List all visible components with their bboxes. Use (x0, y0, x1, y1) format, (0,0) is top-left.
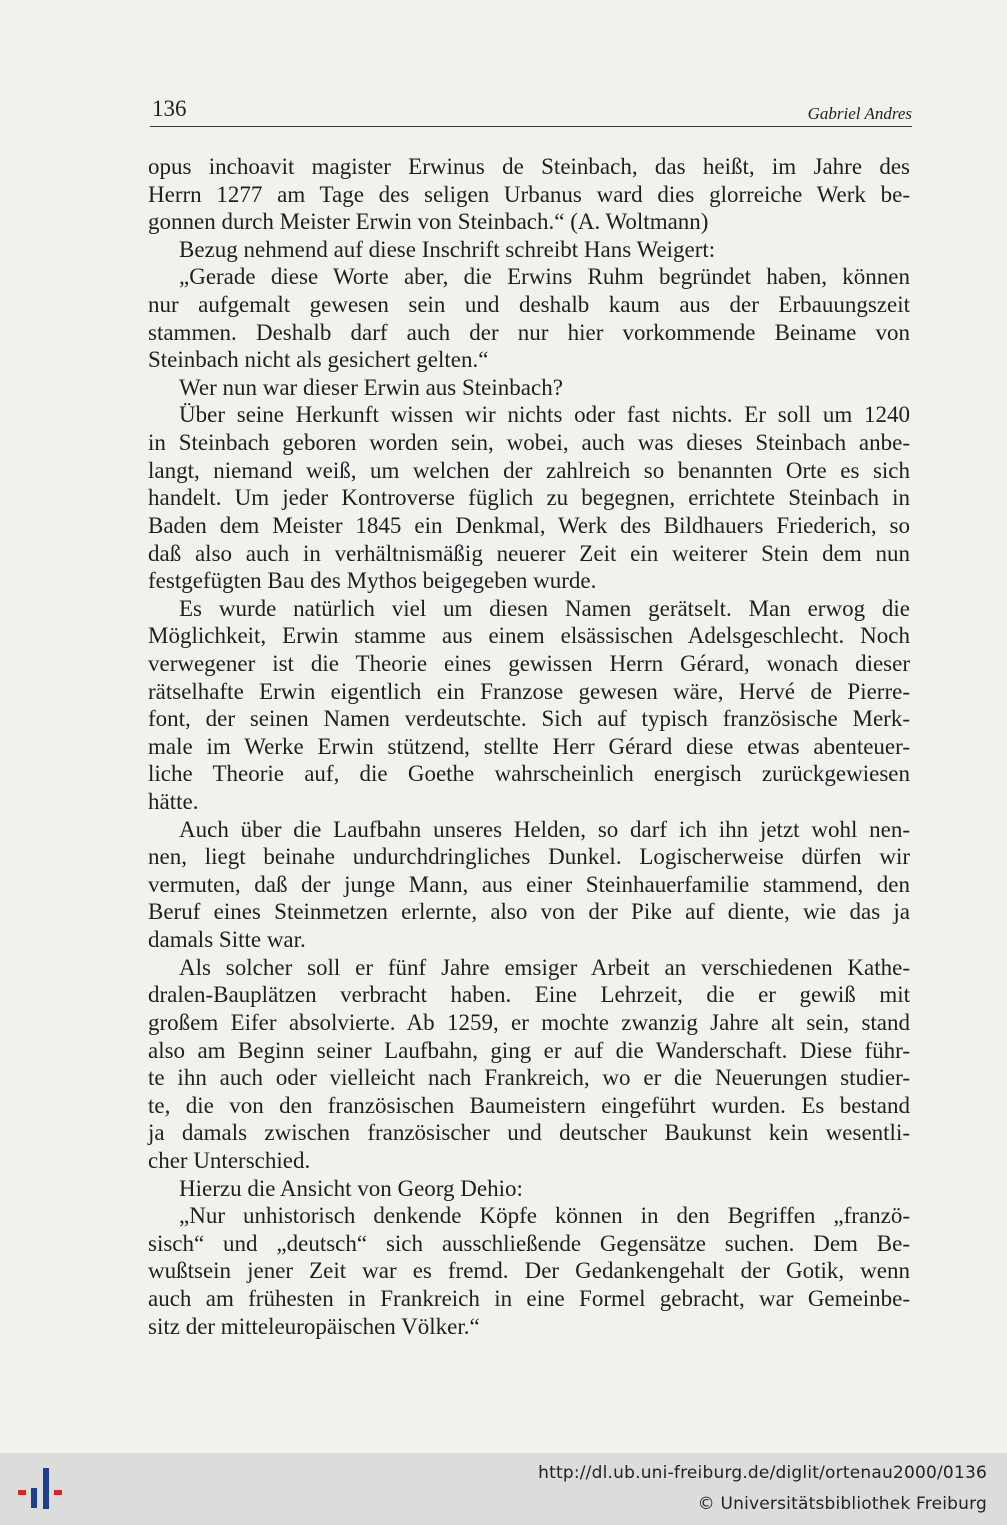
text-line: Baden dem Meister 1845 ein Denkmal, Werk des Bildhauers Friederich, so (148, 512, 910, 538)
text-line: liche Theorie auf, die Goethe wahrscheinlich energisch zurückgewiesen (148, 761, 910, 787)
text-line: Als solcher soll er fünf Jahre emsiger Arbeit an verschiedenen Kathe- (179, 954, 910, 980)
page-number: 136 (152, 96, 187, 121)
text-line: handelt. Um jeder Kontroverse füglich zu begegnen, errichtete Steinbach in (148, 485, 910, 511)
text-line: großem Eifer absolvierte. Ab 1259, er mochte zwanzig Jahre alt sein, stand (148, 1009, 910, 1035)
text-line: „Nur unhistorisch denkende Köpfe können in den Begriffen „franzö- (179, 1203, 910, 1229)
text-line: Hierzu die Ansicht von Georg Dehio: (179, 1175, 523, 1201)
copyright-notice: © Universitätsbibliothek Freiburg (697, 1494, 987, 1514)
text-line: gonnen durch Meister Erwin von Steinbach.“ (A. Woltmann) (148, 209, 709, 235)
ub-freiburg-logo-icon (12, 1463, 66, 1515)
text-line: auch am frühesten in Frankreich in eine Formel gebracht, war Gemeinbe- (148, 1285, 910, 1311)
text-line: nur aufgemalt gewesen sein und deshalb kaum aus der Erbauungszeit (148, 292, 910, 318)
body-text (148, 153, 910, 1340)
text-line: in Steinbach geboren worden sein, wobei, auch was dieses Steinbach anbe- (148, 430, 910, 456)
header-rule (150, 126, 912, 127)
text-line: „Gerade diese Worte aber, die Erwins Ruhm begründet haben, können (179, 264, 910, 290)
text-line: Auch über die Laufbahn unseres Helden, so darf ich ihn jetzt wohl nen- (179, 816, 910, 842)
text-line: wußtsein jener Zeit war es fremd. Der Gedankengehalt der Gotik, wenn (148, 1258, 910, 1284)
source-url-link[interactable]: http://dl.ub.uni-freiburg.de/diglit/ortenau2000/0136 (538, 1463, 987, 1483)
running-head-author: Gabriel Andres (807, 104, 912, 123)
text-line: Bezug nehmend auf diese Inschrift schreibt Hans Weigert: (179, 236, 716, 262)
text-line: te ihn auch oder vielleicht nach Frankreich, wo er die Neuerungen studier- (148, 1065, 910, 1091)
text-line: also am Beginn seiner Laufbahn, ging er auf die Wanderschaft. Diese führ- (148, 1037, 910, 1063)
text-line: font, der seinen Namen verdeutschte. Sich auf typisch französische Merk- (148, 706, 910, 732)
text-line: nen, liegt beinahe undurchdringliches Dunkel. Logischerweise dürfen wir (148, 844, 910, 870)
text-line: festgefügten Bau des Mythos beigegeben wurde. (148, 568, 597, 594)
text-line: Beruf eines Steinmetzen erlernte, also von der Pike auf diente, wie das ja (148, 899, 910, 925)
text-line: rätselhafte Erwin eigentlich ein Franzose gewesen wäre, Hervé de Pierre- (148, 678, 910, 704)
text-line: damals Sitte war. (148, 927, 306, 953)
text-line: verwegener ist die Theorie eines gewissen Herrn Gérard, wonach dieser (148, 650, 910, 676)
footer-bar (0, 1453, 1007, 1525)
text-line: sisch“ und „deutsch“ sich ausschließende Gegensätze suchen. Dem Be- (148, 1230, 910, 1256)
text-line: opus inchoavit magister Erwinus de Steinbach, das heißt, im Jahre des (148, 154, 910, 179)
text-line: Über seine Herkunft wissen wir nichts oder fast nichts. Er soll um 1240 (179, 402, 910, 428)
text-line: daß also auch in verhältnismäßig neuerer Zeit ein weiterer Stein dem nun (148, 540, 910, 566)
text-line: te, die von den französischen Baumeistern eingeführt wurden. Es bestand (148, 1092, 910, 1118)
text-line: Herrn 1277 am Tage des seligen Urbanus ward dies glorreiche Werk be- (148, 181, 910, 207)
text-line: langt, niemand weiß, um welchen der zahlreich so benannten Orte es sich (148, 457, 910, 483)
text-line: male im Werke Erwin stützend, stellte Herr Gérard diese etwas abenteuer- (148, 733, 910, 759)
text-line: dralen-Bauplätzen verbracht haben. Eine Lehrzeit, die er gewiß mit (148, 982, 910, 1008)
text-line: sitz der mitteleuropäischen Völker.“ (148, 1313, 480, 1339)
text-line: hätte. (148, 789, 199, 815)
text-line: Es wurde natürlich viel um diesen Namen gerätselt. Man erwog die (179, 595, 910, 621)
text-line: Wer nun war dieser Erwin aus Steinbach? (179, 374, 563, 400)
text-line: ja damals zwischen französischer und deutscher Baukunst kein wesentli- (148, 1120, 910, 1146)
text-line: vermuten, daß der junge Mann, aus einer Steinhauerfamilie stammend, den (148, 871, 910, 897)
text-line: Möglichkeit, Erwin stamme aus einem elsässischen Adelsgeschlecht. Noch (148, 623, 910, 649)
text-line: stammen. Deshalb darf auch der nur hier vorkommende Beiname von (148, 319, 910, 345)
text-line: Steinbach nicht als gesichert gelten.“ (148, 347, 489, 373)
text-line: cher Unterschied. (148, 1147, 311, 1173)
